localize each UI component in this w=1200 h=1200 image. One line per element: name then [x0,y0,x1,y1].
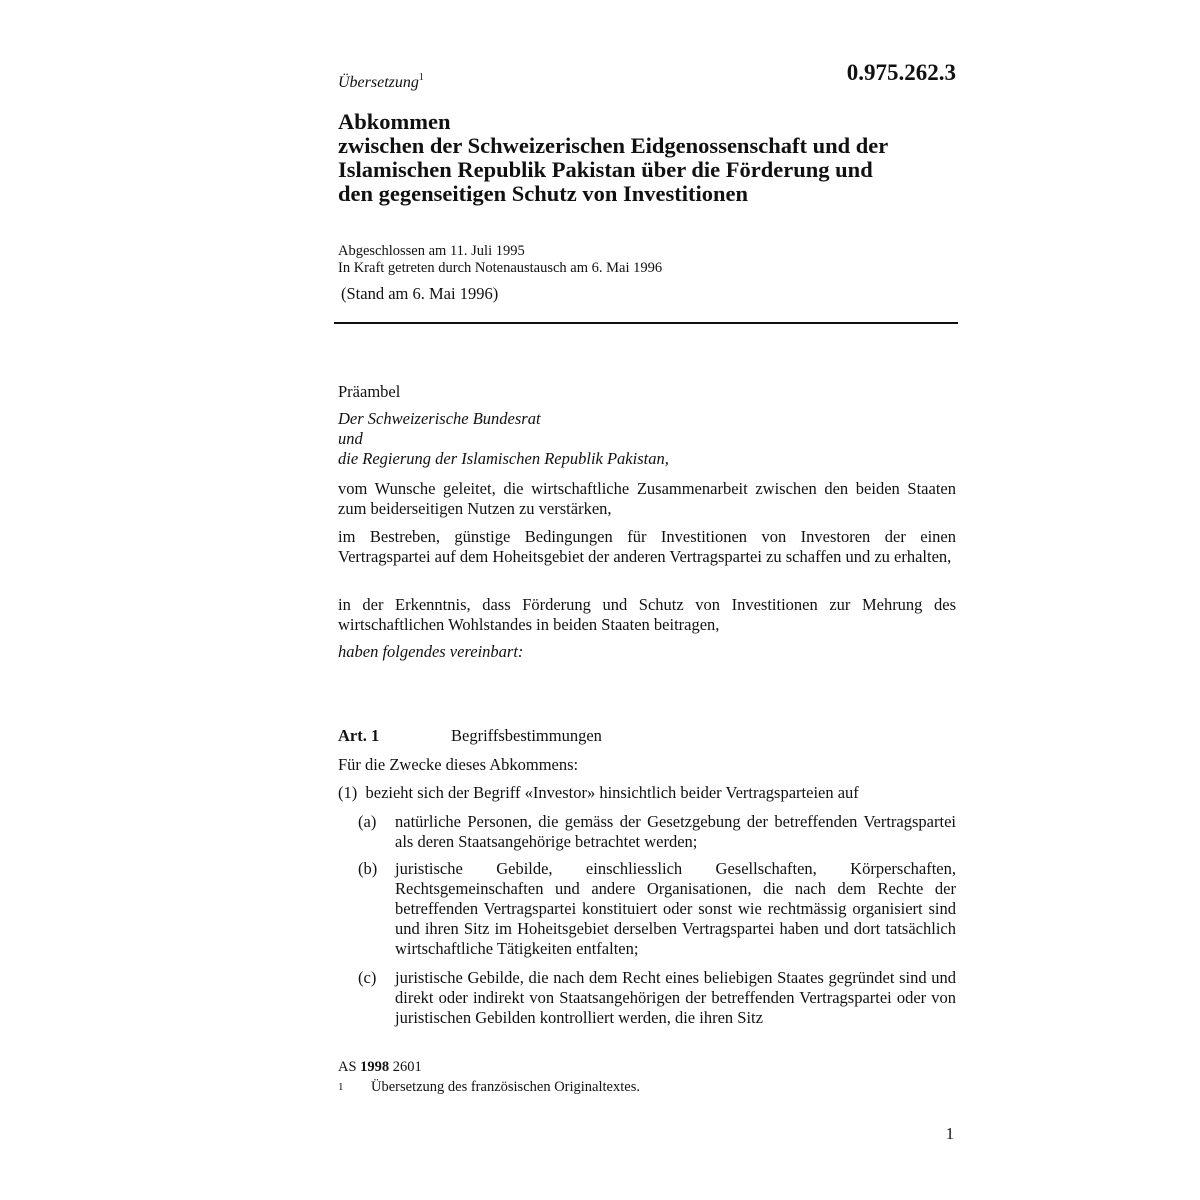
header-divider [334,322,958,324]
item-text: natürliche Personen, die gemäss der Gesetzgebung der betreffenden Vertragspartei als deren Staatsangehörige betrachtet werden; [395,812,956,851]
article-number: Art. 1 [338,726,380,745]
preamble-parties [338,409,669,469]
as-year: 1998 [360,1059,390,1075]
preamble-paragraph: im Bestreben, günstige Bedingungen für Investitionen von Investoren der einen Vertragspartei auf dem Hoheitsgebiet der anderen Vertragspartei zu schaffen und zu erhalten, [338,527,956,566]
footnote [338,1078,958,1096]
definition-item [358,968,956,1028]
status-date: (Stand am 6. Mai 1996) [341,284,499,303]
party-line: Der Schweizerische Bundesrat [338,409,541,428]
sr-number: 0.975.262.3 [846,60,956,85]
in-force-date: In Kraft getreten durch Notenaustausch am 6. Mai 1996 [338,260,663,276]
footnote-marker: 1 [338,1081,344,1093]
footnote-text: Übersetzung des französischen Originaltextes. [371,1079,640,1095]
party-line: und [338,429,363,448]
preamble-paragraph: vom Wunsche geleitet, die wirtschaftliche Zusammenarbeit zwischen den beiden Staaten zum beiderseitigen Nutzen zu verstärken, [338,479,956,518]
title-line: den gegenseitigen Schutz von Investitionen [338,181,749,206]
article-title: Begriffsbestimmungen [451,726,602,745]
as-page: 2601 [392,1059,422,1075]
item-marker: (b) [358,859,378,878]
preamble-heading: Präambel [338,382,401,401]
title-line: zwischen der Schweizerischen Eidgenossenschaft und der [338,133,889,158]
party-line: die Regierung der Islamischen Republik Pakistan, [338,449,669,468]
item-marker: (a) [358,812,377,831]
document-title [338,110,958,206]
title-line: Abkommen [338,109,451,134]
page-number: 1 [945,1124,954,1143]
concluded-date: Abgeschlossen am 11. Juli 1995 [338,243,525,259]
as-reference [338,1058,958,1076]
article-intro: Für die Zwecke dieses Abkommens: [338,755,579,774]
document-meta [338,243,662,277]
title-line: Islamischen Republik Pakistan über die Förderung und [338,157,873,182]
translation-label [338,74,424,92]
article-heading [338,726,602,746]
item-marker: (c) [358,968,377,987]
definition-item [358,812,956,852]
preamble-paragraph: in der Erkenntnis, dass Förderung und Schutz von Investitionen zur Mehrung des wirtschaftlichen Wohlstandes in beiden Staaten beitragen, [338,595,956,634]
preamble-agreed: haben folgendes vereinbart: [338,642,524,661]
translation-label-text: Übersetzung [338,74,419,91]
item-text: juristische Gebilde, die nach dem Recht eines beliebigen Staates gegründet sind und direkt oder indirekt von Staatsangehörigen der betreffenden Vertragspartei oder von juristischen Gebilden kontrolliert werden, die ihren Sitz [395,968,956,1027]
definition-item [358,859,956,959]
item-text: juristische Gebilde, einschliesslich Gesellschaften, Körperschaften, Rechtsgemeinschaften und andere Organisationen, die nach dem Rechte der betreffenden Vertragspartei konstituiert oder sonst wie rechtmässig organisiert sind und ihren Sitz im Hoheitsgebiet derselben Vertragspartei haben und dort tatsächlich wirtschaftliche Tätigkeiten entfalten; [395,859,956,958]
footnote-block [338,1058,958,1096]
as-prefix: AS [338,1059,357,1075]
footnote-reference-mark[interactable]: 1 [418,72,424,83]
article-clause: (1) bezieht sich der Begriff «Investor» hinsichtlich beider Vertragsparteien auf [338,783,859,802]
